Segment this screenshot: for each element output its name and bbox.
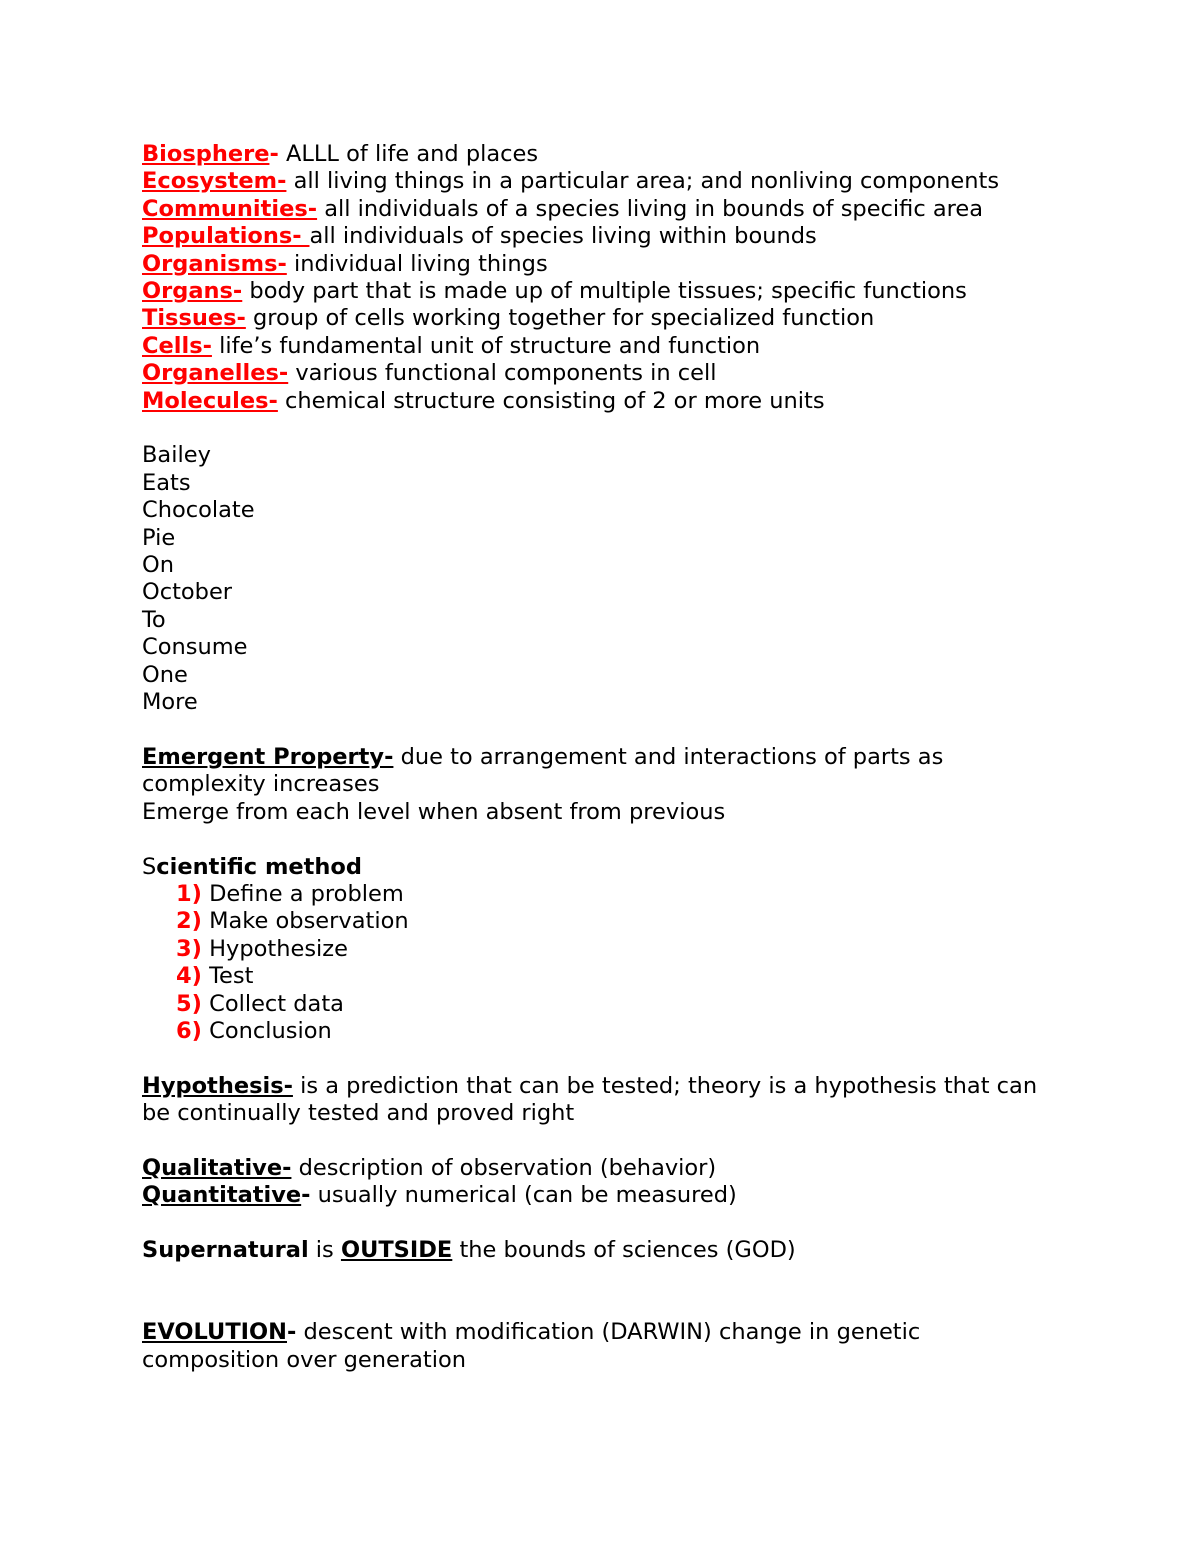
term-organelles: Organelles- xyxy=(142,360,289,387)
scientific-method-steps xyxy=(142,881,1142,1045)
heading-initial: S xyxy=(142,853,157,880)
hierarchy-item-ecosystem xyxy=(142,168,1142,195)
definition-quantitative: usually numerical (can be measured) xyxy=(310,1182,737,1209)
hierarchy-item-tissues xyxy=(142,305,1142,332)
definition-hypothesis: is a prediction that can be tested; theory is a hypothesis that can be continually tested and proved right xyxy=(142,1072,1038,1127)
term-molecules: Molecules- xyxy=(142,387,278,414)
list-item xyxy=(176,881,1142,908)
list-item xyxy=(176,1018,1142,1045)
term-hypothesis: Hypothesis- xyxy=(142,1072,293,1099)
term-qualitative: Qualitative- xyxy=(142,1154,292,1181)
list-item xyxy=(176,936,1142,963)
mnemonic-word: Bailey xyxy=(142,442,211,469)
step-number: 4) xyxy=(176,963,202,990)
step-number: 2) xyxy=(176,908,202,935)
spacer xyxy=(142,1045,1142,1072)
term-organisms: Organisms- xyxy=(142,250,287,277)
definition-evolution: descent with modification (DARWIN) change in genetic composition over generation xyxy=(142,1319,921,1373)
mnemonic-word: Pie xyxy=(142,524,176,551)
quantitative-line xyxy=(142,1182,1142,1209)
definition-organisms: individual living things xyxy=(286,250,548,277)
spacer xyxy=(142,1292,1142,1319)
mnemonic-word: One xyxy=(142,661,188,688)
mnemonic-list xyxy=(142,442,1142,716)
mnemonic-word: To xyxy=(142,606,166,633)
term-evolution: EVOLUTION xyxy=(142,1319,287,1346)
hierarchy-item-organelles xyxy=(142,360,1142,387)
mnemonic-word: On xyxy=(142,552,174,579)
term-quantitative: Quantitative xyxy=(142,1182,302,1209)
spacer xyxy=(142,1265,1142,1292)
definition-communities: all individuals of a species living in bounds of specific area xyxy=(317,195,984,222)
definition-organs: body part that is made up of multiple tissues; specific functions xyxy=(242,278,967,305)
term-quantitative-dash: - xyxy=(301,1182,311,1209)
step-number: 1) xyxy=(176,880,202,907)
term-communities: Communities- xyxy=(142,195,318,222)
list-item xyxy=(176,963,1142,990)
emphasis-outside: OUTSIDE xyxy=(340,1237,453,1264)
term-evolution-dash: - xyxy=(287,1319,297,1346)
step-text: Collect data xyxy=(201,990,344,1017)
term-cells: Cells- xyxy=(142,332,212,359)
heading-rest: cientific method xyxy=(156,853,362,880)
step-number: 5) xyxy=(176,990,202,1017)
hierarchy-item-organs xyxy=(142,278,1142,305)
step-text: Define a problem xyxy=(201,880,404,907)
qualitative-line xyxy=(142,1155,1142,1182)
definition-cells: life’s fundamental unit of structure and function xyxy=(211,332,761,359)
step-text: Make observation xyxy=(201,908,409,935)
step-number: 6) xyxy=(176,1017,202,1044)
scientific-method-heading xyxy=(142,854,1142,881)
supernatural-line xyxy=(142,1237,1142,1264)
term-supernatural: Supernatural xyxy=(142,1237,309,1264)
spacer xyxy=(142,1210,1142,1237)
hierarchy-item-communities xyxy=(142,196,1142,223)
mnemonic-word: Eats xyxy=(142,469,191,496)
definition-populations: all individuals of species living within bounds xyxy=(309,223,817,250)
term-populations: Populations- xyxy=(142,223,310,250)
mnemonic-word: More xyxy=(142,689,198,716)
list-item xyxy=(176,908,1142,935)
definition-tissues: group of cells working together for specialized function xyxy=(245,305,875,332)
hierarchy-item-populations xyxy=(142,223,1142,250)
hierarchy-item-molecules xyxy=(142,388,1142,415)
spacer xyxy=(142,717,1142,744)
term-biosphere-dash: - xyxy=(269,141,279,167)
spacer xyxy=(142,1128,1142,1155)
hierarchy-list xyxy=(142,141,1142,415)
supernatural-connector: is xyxy=(308,1237,341,1264)
definition-ecosystem: all living things in a particular area; and nonliving components xyxy=(286,168,1000,195)
definition-emergent-property: due to arrangement and interactions of parts as complexity increases xyxy=(142,743,944,798)
evolution-paragraph xyxy=(142,1319,1002,1374)
mnemonic-word: October xyxy=(142,579,233,606)
step-text: Test xyxy=(201,963,254,990)
mnemonic-word: Consume xyxy=(142,634,248,661)
definition-supernatural: the bounds of sciences (GOD) xyxy=(452,1237,796,1264)
step-number: 3) xyxy=(176,935,202,962)
term-ecosystem: Ecosystem- xyxy=(142,168,287,195)
hypothesis-paragraph xyxy=(142,1073,1042,1128)
spacer xyxy=(142,415,1142,442)
definition-molecules: chemical structure consisting of 2 or more units xyxy=(277,387,825,414)
definition-biosphere: ALLL of life and places xyxy=(278,141,539,167)
spacer xyxy=(142,826,1142,853)
step-text: Conclusion xyxy=(201,1017,332,1044)
step-text: Hypothesize xyxy=(201,935,348,962)
term-tissues: Tissues- xyxy=(142,305,246,332)
definition-qualitative: description of observation (behavior) xyxy=(291,1154,717,1181)
emergent-property-paragraph xyxy=(142,744,1022,799)
list-item xyxy=(176,991,1142,1018)
term-emergent-property: Emergent Property- xyxy=(142,743,394,770)
hierarchy-item-biosphere xyxy=(142,141,1142,168)
term-biosphere: Biosphere xyxy=(142,141,270,167)
term-organs: Organs- xyxy=(142,278,243,305)
hierarchy-item-organisms xyxy=(142,251,1142,278)
hierarchy-item-cells xyxy=(142,333,1142,360)
emergent-property-note: Emerge from each level when absent from previous xyxy=(142,798,726,825)
definition-organelles: various functional components in cell xyxy=(288,360,717,387)
document-page xyxy=(142,141,1142,1374)
mnemonic-word: Chocolate xyxy=(142,497,255,524)
